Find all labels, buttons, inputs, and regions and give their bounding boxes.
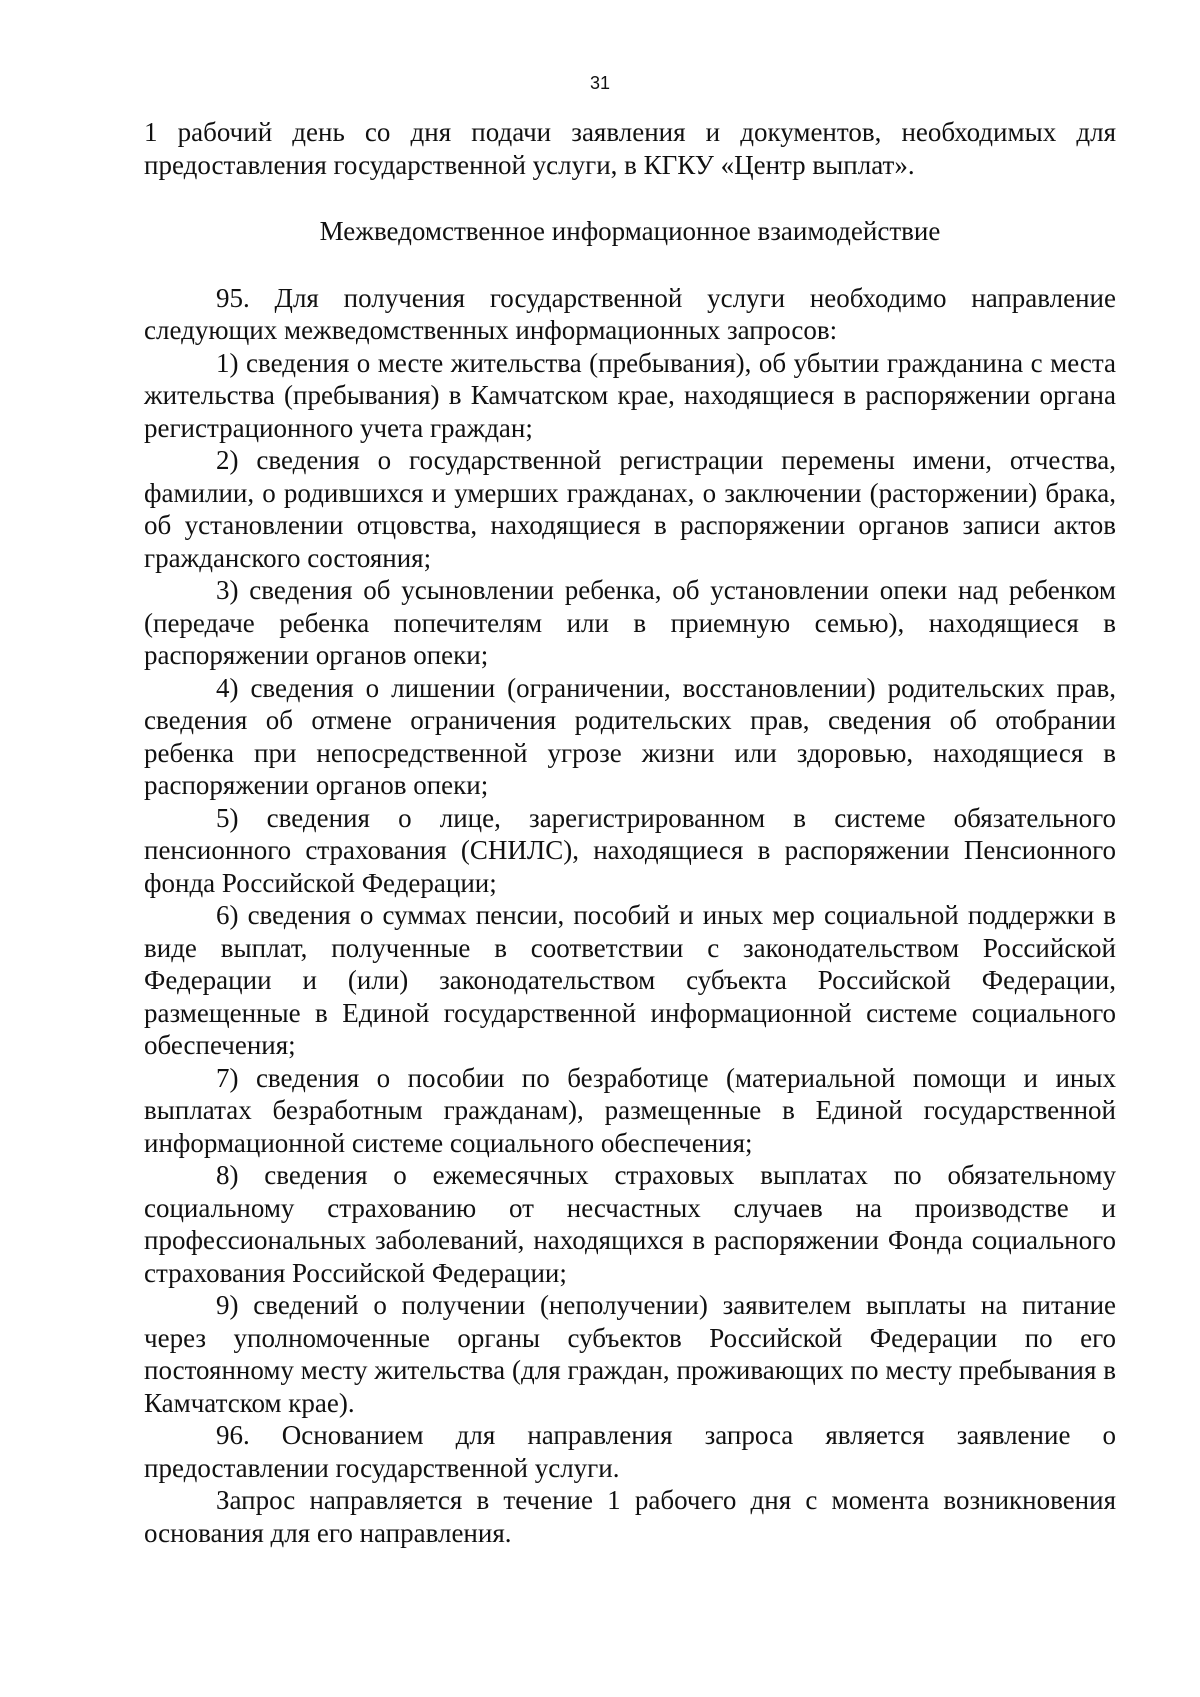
section-heading: Межведомственное информационное взаимодействие: [319, 216, 941, 246]
list-item-8: 8) сведения о ежемесячных страховых выплатах по обязательному социальному страхованию от несчастных случаев на производстве и профессиональных заболеваний, находящихся в распоряжении Фонда социального страхования Российской Федерации;: [144, 1160, 1116, 1288]
paragraph-96: 96. Основанием для направления запроса является заявление о предоставлении государственной услуги.: [144, 1420, 1116, 1483]
list-item-1: 1) сведения о месте жительства (пребывания), об убытии гражданина с места жительства (пребывания) в Камчатском крае, находящиеся в распоряжении органа регистрационного учета граждан;: [144, 347, 1116, 443]
list-item-5: 5) сведения о лице, зарегистрированном в системе обязательного пенсионного страхования (СНИЛС), находящиеся в распоряжении Пенсионного фонда Российской Федерации;: [144, 802, 1116, 898]
list-item-4: 4) сведения о лишении (ограничении, восстановлении) родительских прав, сведения об отмене ограничения родительских прав, сведения об отобрании ребенка при непосредственной угрозе жизни или здоровью, находящиеся в распоряжении органов опеки;: [144, 672, 1116, 800]
list-item-6: 6) сведения о суммах пенсии, пособий и иных мер социальной поддержки в виде выплат, полученные в соответствии с законодательством Российской Федерации и (или) законодательством субъекта Российской Федерации, размещенные в Единой государственной информационной системе социального обеспечения;: [144, 900, 1116, 1060]
paragraph-95: 95. Для получения государственной услуги необходимо направление следующих межведомственных информационных запросов:: [144, 282, 1116, 345]
list-item-3: 3) сведения об усыновлении ребенка, об установлении опеки над ребенком (передаче ребенка попечителям или в приемную семью), находящиеся в распоряжении органов опеки;: [144, 575, 1116, 670]
page-number: 31: [589, 73, 611, 93]
document-body: [144, 116, 1116, 1549]
request-timing-paragraph: Запрос направляется в течение 1 рабочего дня с момента возникновения основания для его направления.: [144, 1485, 1116, 1548]
list-item-7: 7) сведения о пособии по безработице (материальной помощи и иных выплатах безработным гражданам), размещенные в Единой государственной информационной системе социального обеспечения;: [144, 1062, 1116, 1158]
list-item-2: 2) сведения о государственной регистрации перемены имени, отчества, фамилии, о родившихся и умерших гражданах, о заключении (расторжении) брака, об установлении отцовства, находящиеся в распоряжении органов записи актов гражданского состояния;: [144, 445, 1116, 573]
intro-paragraph: 1 рабочий день со дня подачи заявления и документов, необходимых для предоставления государственной услуги, в КГКУ «Центр выплат».: [144, 117, 1116, 180]
list-item-9: 9) сведений о получении (неполучении) заявителем выплаты на питание через уполномоченные органы субъектов Российской Федерации по его постоянному месту жительства (для граждан, проживающих по месту пребывания в Камчатском крае).: [144, 1290, 1116, 1418]
